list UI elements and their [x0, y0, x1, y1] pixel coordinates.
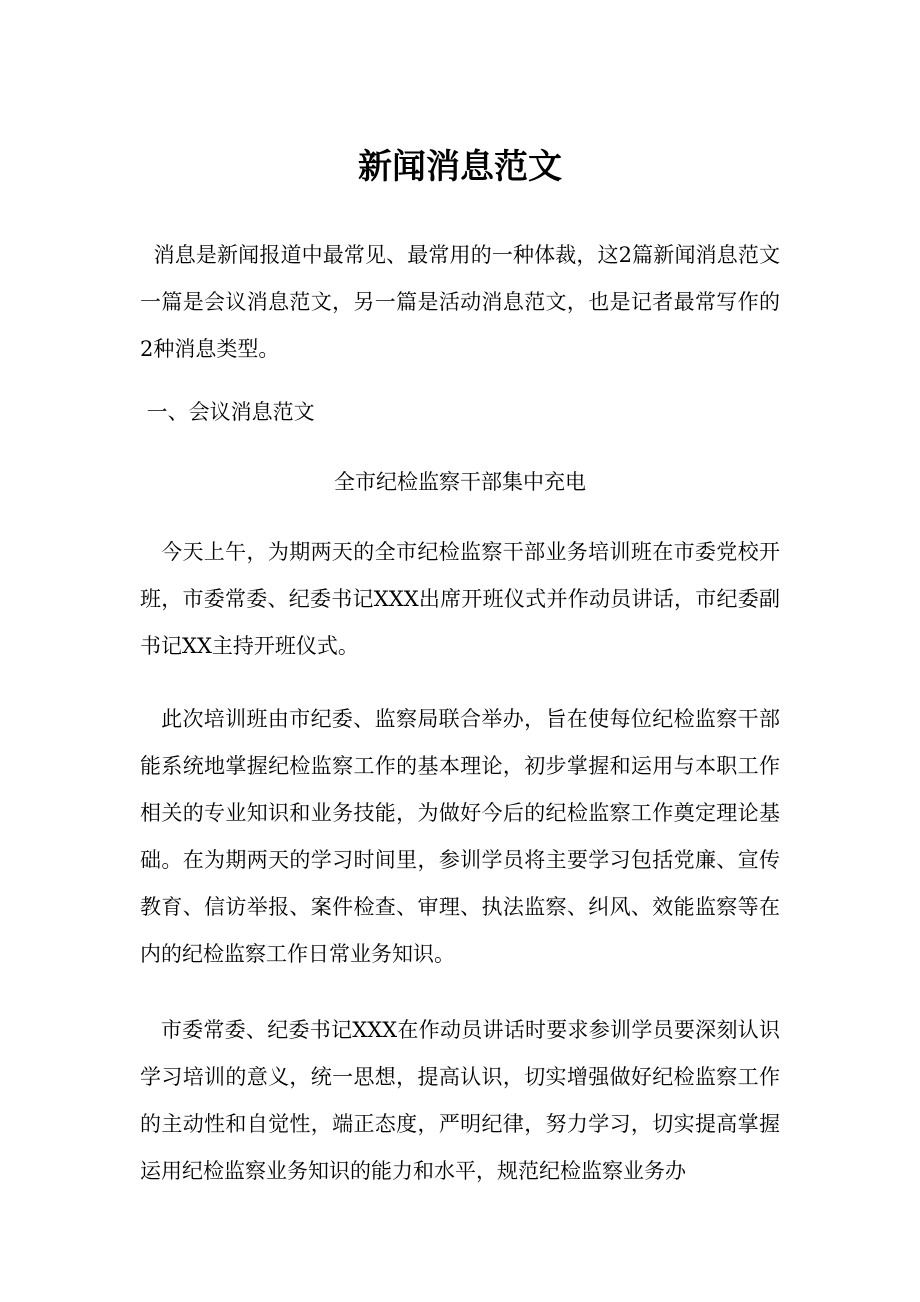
article-title: 全市纪检监察干部集中充电: [334, 470, 586, 494]
section-heading: 一、会议消息范文: [140, 400, 315, 424]
body-paragraph-3: 市委常委、纪委书记XXX在作动员讲话时要求参训学员要深刻认识学习培训的意义，统一思想，提高认识，切实增强做好纪检监察工作的主动性和自觉性，端正态度，严明纪律，努力学习，切实提高掌握运用纪检监察业务知识的能力和水平，规范纪检监察业务办: [140, 1018, 780, 1183]
body-paragraph-1: 今天上午，为期两天的全市纪检监察干部业务培训班在市委党校开班，市委常委、纪委书记XXX出席开班仪式并作动员讲话，市纪委副书记XX主持开班仪式。: [140, 540, 780, 658]
document-title: 新闻消息范文: [358, 147, 562, 187]
body-paragraph-2: 此次培训班由市纪委、监察局联合举办，旨在使每位纪检监察干部能系统地掌握纪检监察工作的基本理论，初步掌握和运用与本职工作相关的专业知识和业务技能，为做好今后的纪检监察工作奠定理论基础。在为期两天的学习时间里，参训学员将主要学习包括党廉、宣传教育、信访举报、案件检查、审理、执法监察、纠风、效能监察等在内的纪检监察工作日常业务知识。: [140, 707, 780, 966]
intro-paragraph: 消息是新闻报道中最常见、最常用的一种体裁，这2篇新闻消息范文一篇是会议消息范文，另一篇是活动消息范文，也是记者最常写作的2种消息类型。: [140, 243, 780, 361]
